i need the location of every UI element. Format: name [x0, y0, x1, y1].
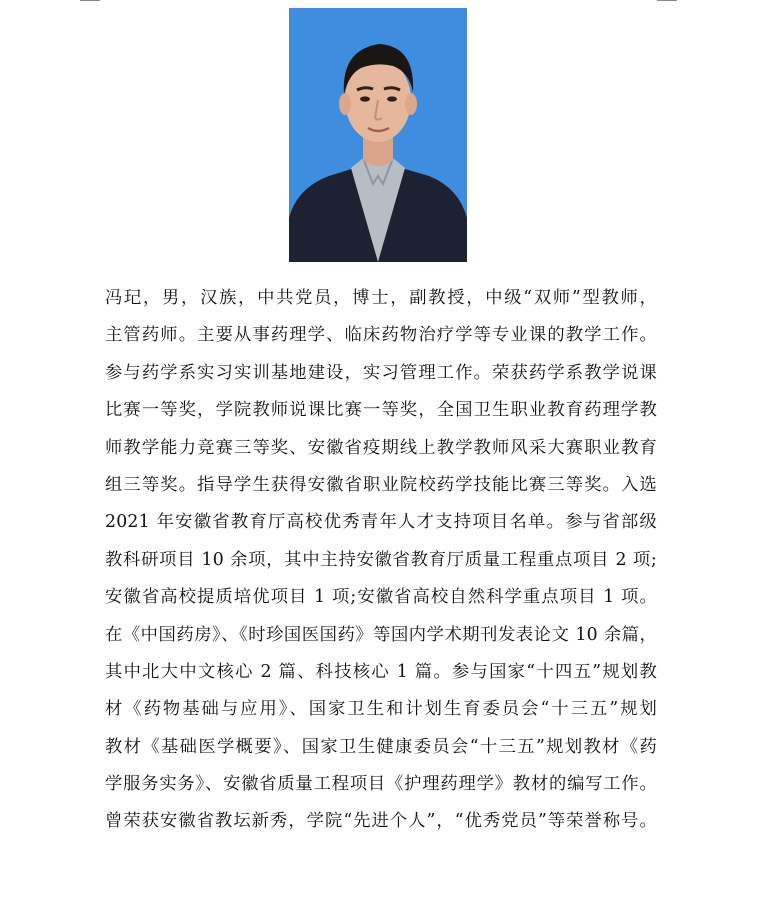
bio-line: 师教学能力竞赛三等奖、安徽省疫期线上教学教师风采大赛职业教育 [105, 437, 657, 458]
bio-line: 主管药师。主要从事药理学、临床药物治疗学等专业课的教学工作。 [105, 325, 657, 346]
bio-line: 其中北大中文核心 2 篇、科技核心 1 篇。参与国家“十四五”规划教 [105, 661, 657, 682]
bio-line: 学服务实务》、安徽省质量工程项目《护理药理学》教材的编写工作。 [105, 774, 657, 795]
page-corner-mark-left [80, 0, 100, 1]
bio-line: 2021 年安徽省教育厅高校优秀青年人才支持项目名单。参与省部级 [105, 512, 657, 533]
bio-line: 冯玘，男，汉族，中共党员，博士，副教授，中级“双师”型教师， [105, 288, 657, 308]
bio-line: 组三等奖。指导学生获得安徽省职业院校药学技能比赛三等奖。入选 [105, 474, 657, 495]
portrait-photo [289, 8, 467, 262]
bio-line: 教材《基础医学概要》、国家卫生健康委员会“十三五”规划教材《药 [105, 736, 657, 757]
bio-line: 曾荣获安徽省教坛新秀，学院“先进个人”，“优秀党员”等荣誉称号。 [105, 811, 657, 832]
bio-line: 参与药学系实习实训基地建设，实习管理工作。荣获药学系教学说课 [105, 362, 657, 383]
bio-line: 材《药物基础与应用》、国家卫生和计划生育委员会“十三五”规划 [105, 699, 657, 720]
biography-text [105, 280, 657, 841]
bio-line: 比赛一等奖，学院教师说课比赛一等奖，全国卫生职业教育药理学教 [105, 400, 657, 421]
portrait-photo-icon [289, 8, 467, 262]
bio-line: 在《中国药房》、《时珍国医国药》等国内学术期刊发表论文 10 余篇， [105, 624, 657, 645]
page-corner-mark-right [657, 0, 677, 1]
bio-line: 教科研项目 10 余项，其中主持安徽省教育厅质量工程重点项目 2 项; [105, 549, 657, 570]
bio-line: 安徽省高校提质培优项目 1 项;安徽省高校自然科学重点项目 1 项。 [105, 587, 657, 608]
